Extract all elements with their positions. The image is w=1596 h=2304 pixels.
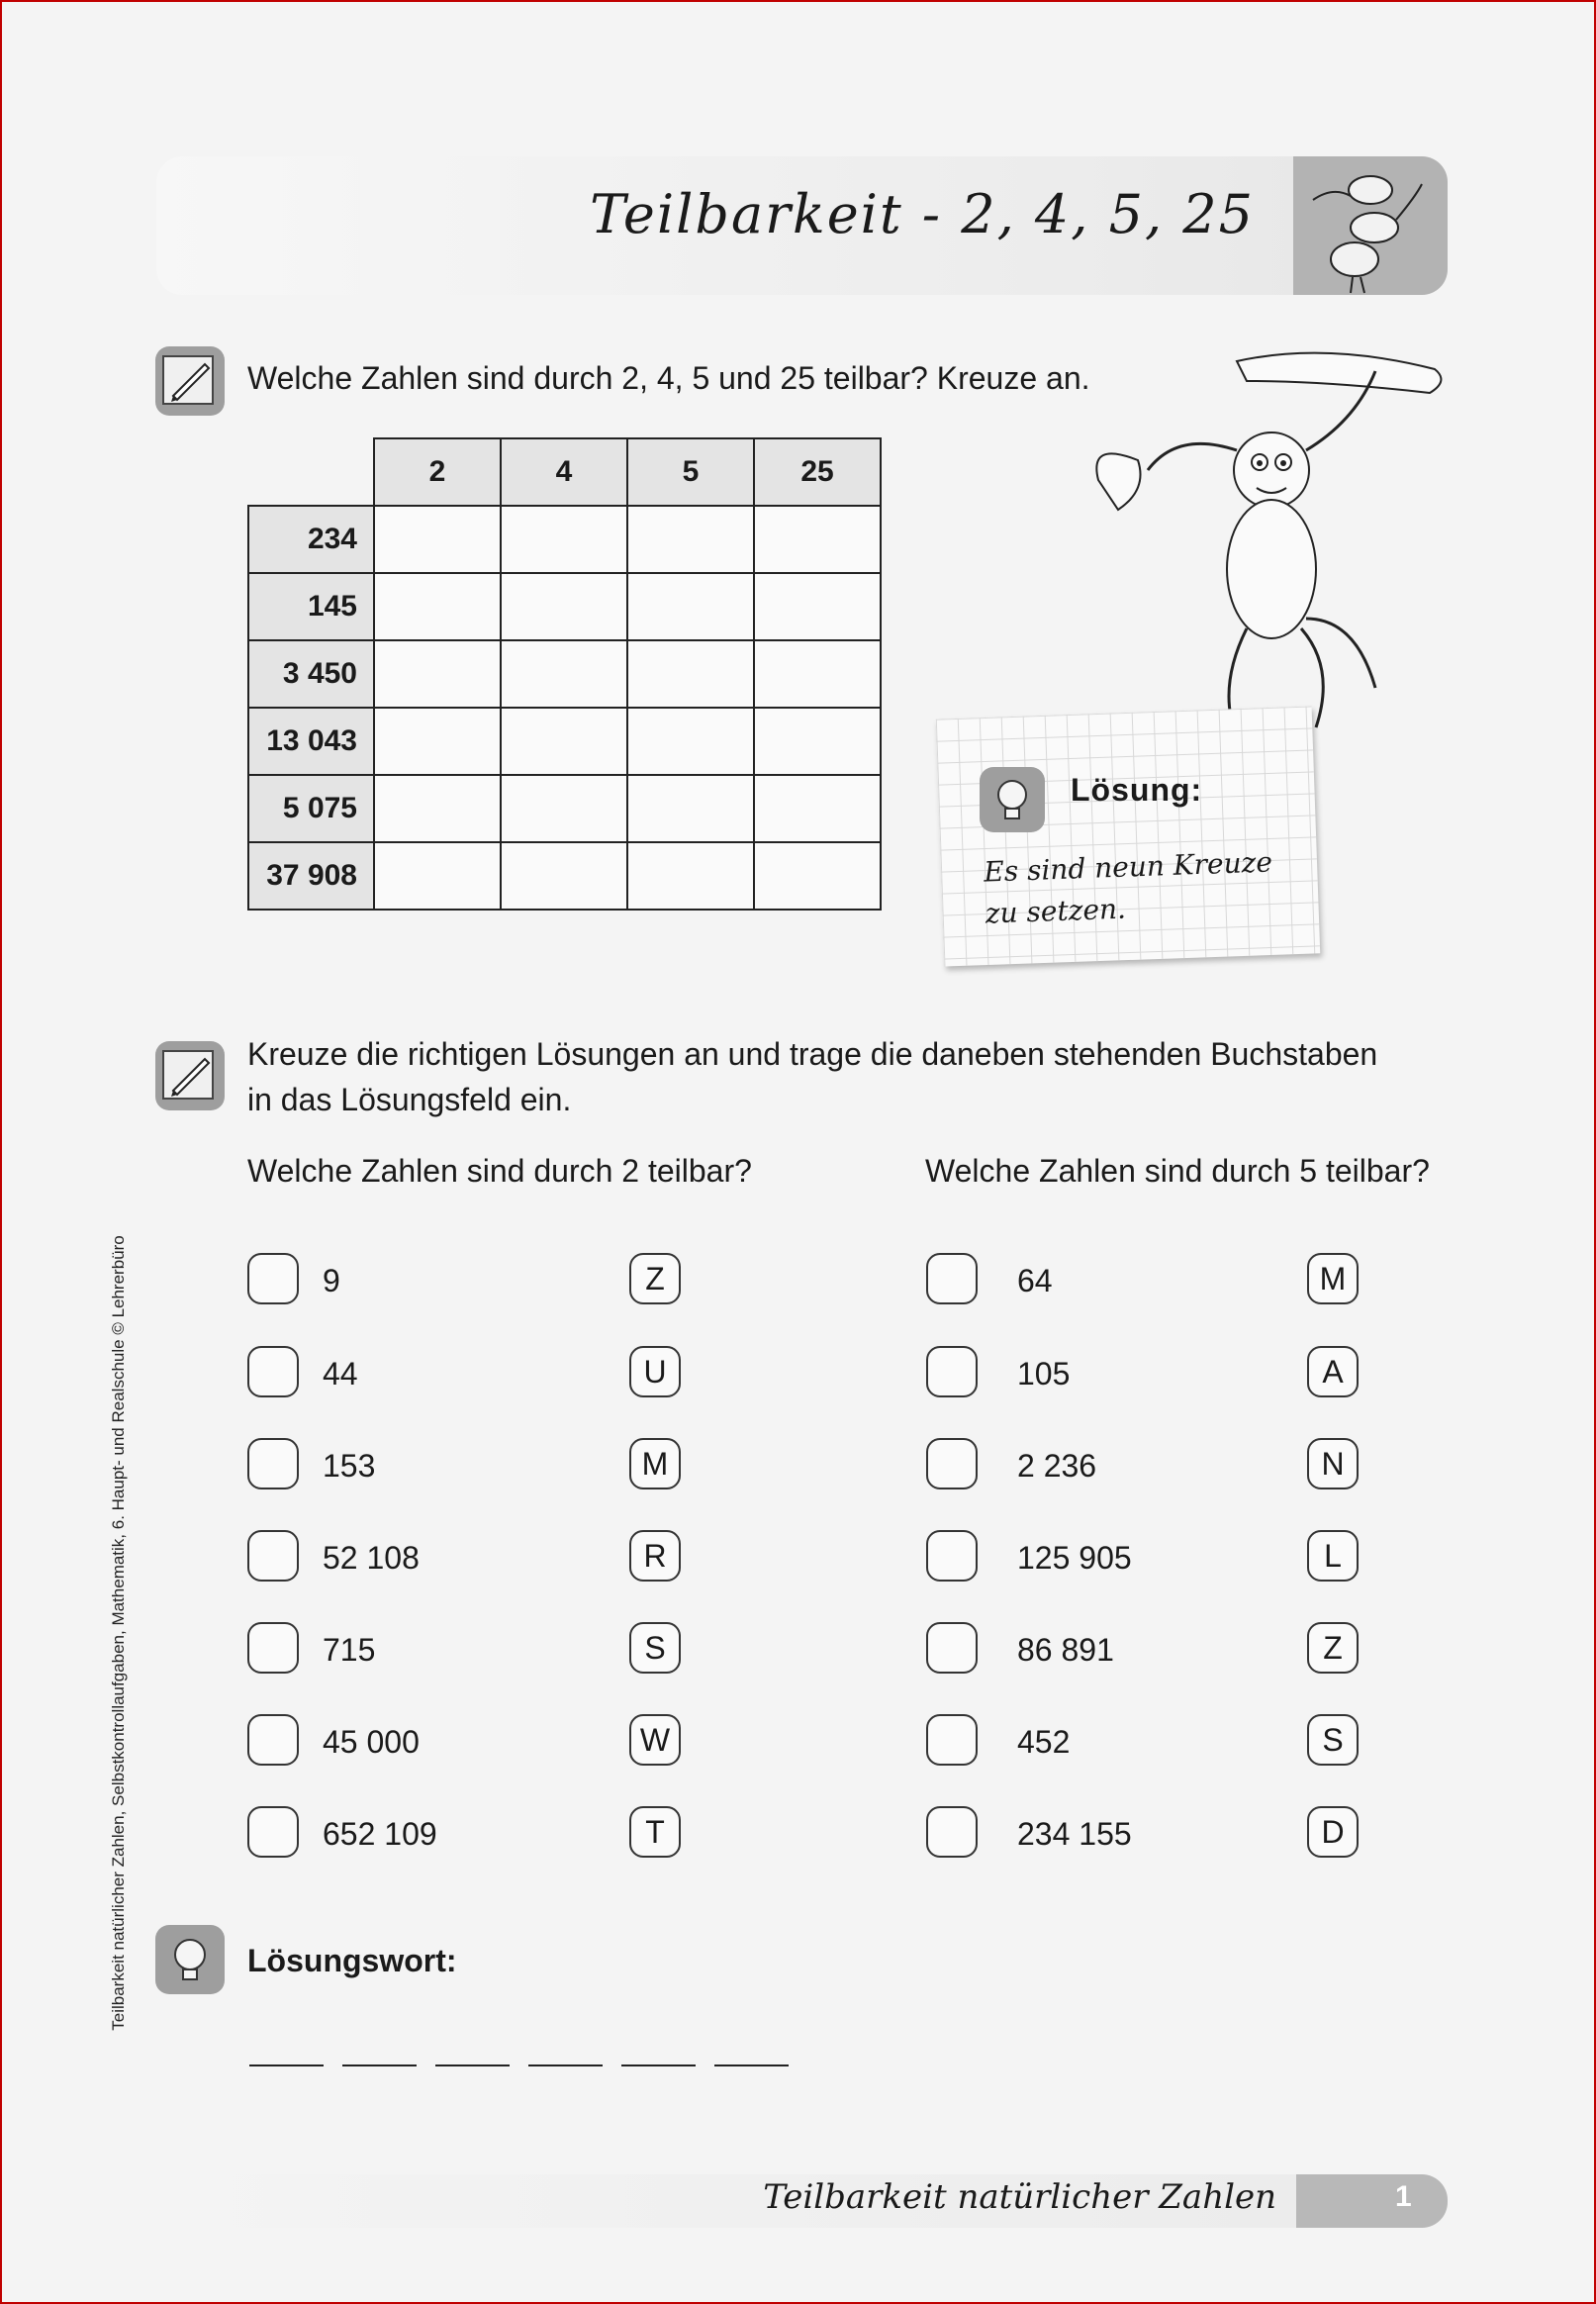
answer-checkbox[interactable] (926, 1346, 978, 1397)
divisibility-table (247, 437, 882, 911)
answer-letter: S (629, 1622, 681, 1674)
table-cell[interactable] (627, 573, 754, 640)
answer-number: 234 155 (1017, 1816, 1132, 1852)
pencil-icon (155, 346, 225, 416)
table-cell[interactable] (627, 775, 754, 842)
answer-number: 652 109 (323, 1816, 437, 1852)
answer-letter: S (1307, 1714, 1359, 1766)
row-header: 234 (248, 506, 374, 573)
page-number-badge (1296, 2174, 1448, 2228)
answer-number: 105 (1017, 1356, 1071, 1392)
solution-blank[interactable] (435, 2064, 510, 2066)
table-cell[interactable] (374, 708, 501, 775)
solution-blank[interactable] (714, 2064, 789, 2066)
answer-letter: M (629, 1438, 681, 1489)
table-cell[interactable] (501, 708, 627, 775)
answer-checkbox[interactable] (926, 1806, 978, 1858)
answer-letter: Z (629, 1253, 681, 1304)
answer-number: 44 (323, 1356, 358, 1392)
answer-checkbox[interactable] (247, 1714, 299, 1766)
monkey-illustration (1079, 341, 1455, 767)
column-header: 25 (754, 438, 881, 506)
answer-letter: R (629, 1530, 681, 1582)
table-corner (248, 438, 374, 506)
answer-checkbox[interactable] (926, 1438, 978, 1489)
answer-letter: N (1307, 1438, 1359, 1489)
answer-checkbox[interactable] (247, 1806, 299, 1858)
answer-checkbox[interactable] (926, 1714, 978, 1766)
answer-number: 2 236 (1017, 1448, 1097, 1484)
answer-letter: U (629, 1346, 681, 1397)
answer-number: 45 000 (323, 1724, 420, 1760)
table-cell[interactable] (374, 775, 501, 842)
table-row (248, 775, 881, 842)
lightbulb-icon (980, 767, 1045, 832)
solution-blank[interactable] (249, 2064, 324, 2066)
answer-checkbox[interactable] (247, 1346, 299, 1397)
pencil-icon (155, 1041, 225, 1110)
answer-number: 86 891 (1017, 1632, 1114, 1668)
table-row (248, 842, 881, 910)
answer-checkbox[interactable] (926, 1253, 978, 1304)
answer-checkbox[interactable] (247, 1253, 299, 1304)
table-cell[interactable] (754, 708, 881, 775)
table-cell[interactable] (627, 640, 754, 708)
page-number: 1 (1395, 2180, 1412, 2213)
answer-letter: Z (1307, 1622, 1359, 1674)
solution-blank[interactable] (342, 2064, 417, 2066)
table-cell[interactable] (374, 842, 501, 910)
table-cell[interactable] (374, 573, 501, 640)
answer-number: 9 (323, 1263, 340, 1298)
task1-instruction: Welche Zahlen sind durch 2, 4, 5 und 25 teilbar? Kreuze an. (247, 360, 1090, 396)
answer-number: 452 (1017, 1724, 1071, 1760)
answer-number: 64 (1017, 1263, 1053, 1298)
table-cell[interactable] (627, 506, 754, 573)
answer-checkbox[interactable] (247, 1438, 299, 1489)
column-header: 5 (627, 438, 754, 506)
header-illustration (1293, 156, 1448, 295)
table-cell[interactable] (501, 775, 627, 842)
answer-checkbox[interactable] (247, 1622, 299, 1674)
table-cell[interactable] (754, 842, 881, 910)
answer-checkbox[interactable] (926, 1530, 978, 1582)
table-cell[interactable] (374, 640, 501, 708)
row-header: 5 075 (248, 775, 374, 842)
table-cell[interactable] (754, 775, 881, 842)
table-cell[interactable] (627, 708, 754, 775)
answer-checkbox[interactable] (247, 1530, 299, 1582)
answer-number: 715 (323, 1632, 376, 1668)
answer-letter: M (1307, 1253, 1359, 1304)
table-cell[interactable] (627, 842, 754, 910)
table-cell[interactable] (754, 640, 881, 708)
lightbulb-icon (155, 1925, 225, 1994)
answer-checkbox[interactable] (926, 1622, 978, 1674)
table-cell[interactable] (501, 640, 627, 708)
table-row (248, 573, 881, 640)
table-row (248, 506, 881, 573)
answer-letter: L (1307, 1530, 1359, 1582)
note-title: Lösung: (1071, 772, 1203, 808)
note-hint: Es sind neun Kreuze zu setzen. (983, 845, 1273, 930)
table-cell[interactable] (501, 573, 627, 640)
solution-blank[interactable] (528, 2064, 603, 2066)
solution-label: Lösungswort: (247, 1943, 457, 1978)
column-header: 2 (374, 438, 501, 506)
answer-number: 153 (323, 1448, 376, 1484)
table-cell[interactable] (754, 506, 881, 573)
row-header: 3 450 (248, 640, 374, 708)
answer-number: 52 108 (323, 1540, 420, 1576)
right-question: Welche Zahlen sind durch 5 teilbar? (925, 1153, 1430, 1189)
answer-letter: T (629, 1806, 681, 1858)
table-cell[interactable] (374, 506, 501, 573)
table-cell[interactable] (501, 506, 627, 573)
task2-instruction: Kreuze die richtigen Lösungen an und trage die daneben stehenden Buchstaben in das Lösungsfeld ein. (247, 1036, 1378, 1117)
answer-letter: D (1307, 1806, 1359, 1858)
column-header: 4 (501, 438, 627, 506)
row-header: 37 908 (248, 842, 374, 910)
table-cell[interactable] (754, 573, 881, 640)
table-row (248, 708, 881, 775)
left-question: Welche Zahlen sind durch 2 teilbar? (247, 1153, 752, 1189)
table-row (248, 640, 881, 708)
row-header: 145 (248, 573, 374, 640)
answer-letter: W (629, 1714, 681, 1766)
answer-letter: A (1307, 1346, 1359, 1397)
row-header: 13 043 (248, 708, 374, 775)
table-cell[interactable] (501, 842, 627, 910)
footer-title: Teilbarkeit natürlicher Zahlen (763, 2177, 1276, 2217)
copyright-sidebar: Teilbarkeit natürlicher Zahlen, Selbstkontrollaufgaben, Mathematik, 6. Haupt- und Realschule © Lehrerbüro (109, 1235, 128, 2031)
page-title: Teilbarkeit - 2, 4, 5, 25 (590, 183, 1255, 245)
answer-number: 125 905 (1017, 1540, 1132, 1576)
solution-blank[interactable] (621, 2064, 696, 2066)
